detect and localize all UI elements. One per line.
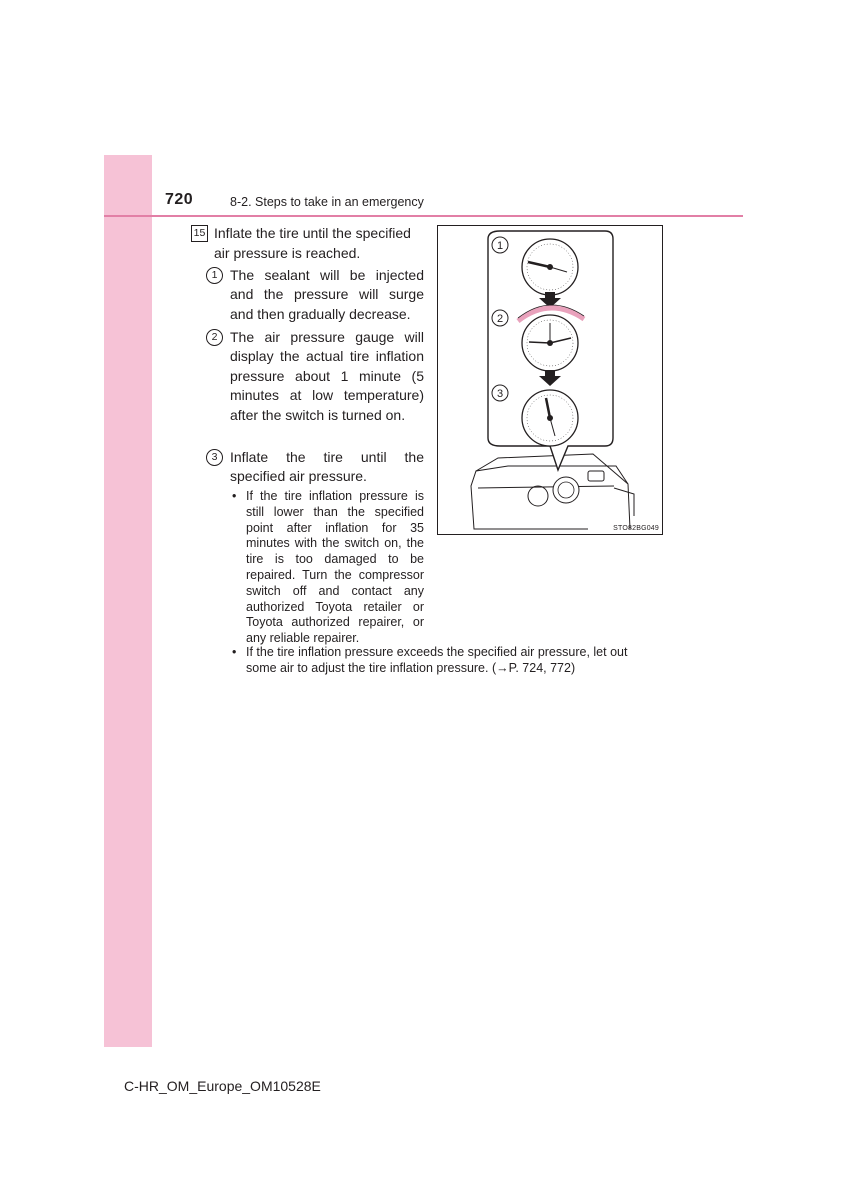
note-text: If the tire inflation pressure is still lower than the specified point after inflation for 35 minutes with the switch on, the tire is too damaged to be repaired. Turn the compressor switch off and contact any authorized Toyota retailer or Toyota authorized repairer, or any reliable repairer. xyxy=(246,489,424,646)
compressor-top-outline xyxy=(476,454,628,484)
substep-text: The air pressure gauge will display the actual tire inflation pressure about 1 minute (5 minutes at low temperature) after the switch is turned on. xyxy=(230,329,424,423)
substep-number: 2 xyxy=(206,329,223,346)
step-instruction: Inflate the tire until the specified air pressure is reached. xyxy=(214,225,411,261)
callout-1-label: 1 xyxy=(496,240,504,252)
inflation-gauge-figure xyxy=(437,225,663,535)
figure-code: STO82BG049 xyxy=(613,525,659,532)
header-rule xyxy=(104,215,743,217)
compressor-side xyxy=(614,488,634,516)
note-text: If the tire inflation pressure exceeds the specified air pressure, let out some air to adjust the tire inflation pressure. (→P. 724, 772) xyxy=(246,645,628,675)
compressor-button xyxy=(588,471,604,481)
step-number-badge: 15 xyxy=(191,225,208,242)
gauge-3 xyxy=(522,390,578,446)
bullet-symbol: • xyxy=(232,645,237,659)
gauge-2 xyxy=(522,315,578,371)
compressor-gauge xyxy=(553,477,579,503)
callout-3-label: 3 xyxy=(496,388,504,400)
compressor-switch xyxy=(528,486,548,506)
side-tab-strip xyxy=(104,155,152,1047)
gauge-1 xyxy=(522,239,578,295)
substep-number: 1 xyxy=(206,267,223,284)
substep-text: Inflate the tire until the specified air pressure. xyxy=(230,449,424,485)
bullet-symbol: • xyxy=(232,489,237,503)
callout-2-label: 2 xyxy=(496,313,504,325)
compressor-edge xyxy=(478,486,614,488)
substep-number: 3 xyxy=(206,449,223,466)
substep-text: The sealant will be injected and the pressure will surge and then gradually decrease. xyxy=(230,267,424,322)
footer-document-code: C-HR_OM_Europe_OM10528E xyxy=(124,1078,321,1094)
compressor-base-outline xyxy=(471,466,630,529)
page-number: 720 xyxy=(165,191,194,208)
section-title: 8-2. Steps to take in an emergency xyxy=(230,195,424,209)
gauge-illustration xyxy=(438,226,662,534)
